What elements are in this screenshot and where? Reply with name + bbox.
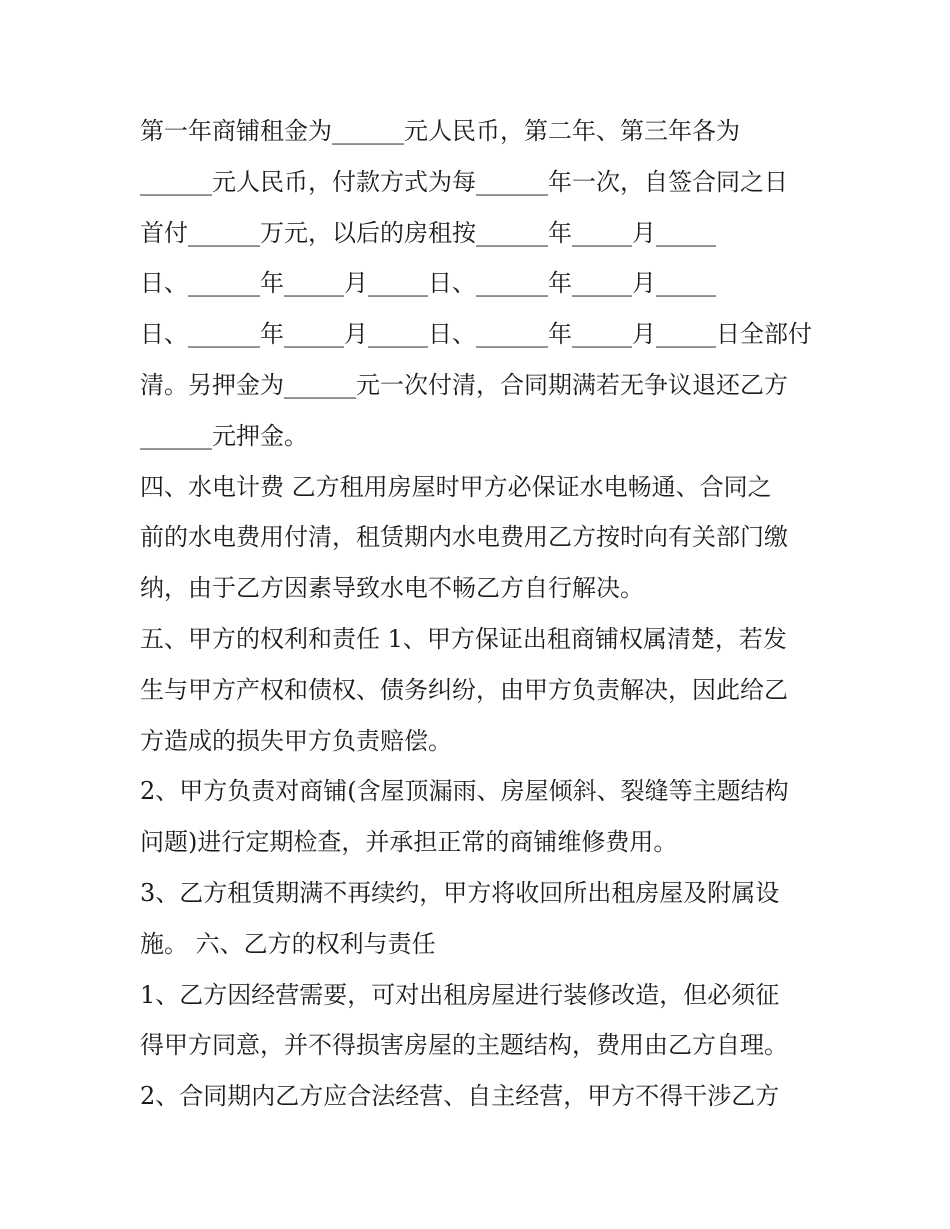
text-line-18: 1、乙方因经营需要，可对出租房屋进行装修改造，但必须征 xyxy=(140,980,780,1009)
text-line-20: 2、合同期内乙方应合法经营、自主经营，甲方不得干涉乙方 xyxy=(140,1082,780,1111)
text-line-3: 首付______万元，以后的房租按______年_____月_____ xyxy=(140,218,716,247)
text-line-17: 施。 六、乙方的权利与责任 xyxy=(140,929,436,958)
text-line-5: 日、______年_____月_____日、______年_____月_____日全部付 xyxy=(140,320,812,349)
text-line-16: 3、乙方租赁期满不再续约，甲方将收回所出租房屋及附属设 xyxy=(140,878,780,907)
text-line-8: 四、水电计费 乙方租用房屋时甲方必保证水电畅通、合同之 xyxy=(140,472,772,501)
text-line-4: 日、______年_____月_____日、______年_____月_____ xyxy=(140,269,716,298)
contract-text xyxy=(140,106,820,1122)
text-line-13: 方造成的损失甲方负责赔偿。 xyxy=(140,726,452,755)
text-line-2: ______元人民币，付款方式为每______年一次，自签合同之日 xyxy=(140,167,788,196)
text-line-10: 纳，由于乙方因素导致水电不畅乙方自行解决。 xyxy=(140,574,644,603)
text-line-1: 第一年商铺租金为______元人民币，第二年、第三年各为 xyxy=(140,117,740,145)
text-line-12: 生与甲方产权和债权、债务纠纷，由甲方负责解决，因此给乙 xyxy=(140,675,788,704)
text-line-14: 2、甲方负责对商铺(含屋顶漏雨、房屋倾斜、裂缝等主题结构 xyxy=(140,777,789,806)
text-line-9: 前的水电费用付清，租赁期内水电费用乙方按时向有关部门缴 xyxy=(140,523,788,552)
text-line-11: 五、甲方的权利和责任 1、甲方保证出租商铺权属清楚，若发 xyxy=(140,624,787,653)
text-line-15: 问题)进行定期检查，并承担正常的商铺维修费用。 xyxy=(140,828,678,857)
text-line-6: 清。另押金为______元一次付清，合同期满若无争议退还乙方 xyxy=(140,370,788,399)
text-line-7: ______元押金。 xyxy=(140,421,308,450)
text-line-19: 得甲方同意，并不得损害房屋的主题结构，费用由乙方自理。 xyxy=(140,1031,788,1060)
